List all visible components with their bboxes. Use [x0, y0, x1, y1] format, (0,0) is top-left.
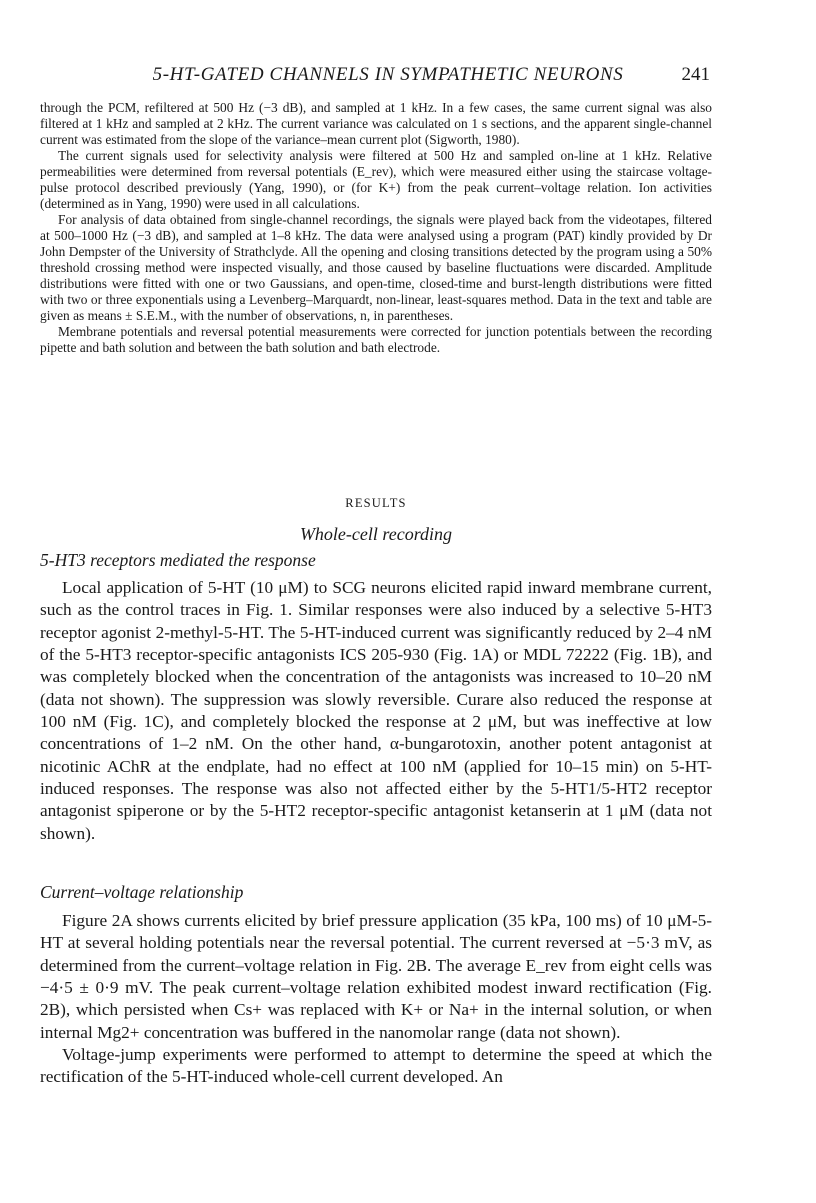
- current-voltage-paragraph-1: Figure 2A shows currents elicited by brief pressure application (35 kPa, 100 ms) of 10 μM-5-HT at several holding potentials near the reversal potential. The current reversed at −5·3 mV, as determined from the current–voltage relation in Fig. 2B. The average E_rev from eight cells was −4·5 ± 0·9 mV. The peak current–voltage relation exhibited modest inward rectification (Fig. 2B), which persisted when Cs+ was replaced with K+ or Na+ in the internal solution, or when internal Mg2+ concentration was buffered in the nanomolar range (data not shown).: [40, 911, 712, 1042]
- methods-paragraph-4: Membrane potentials and reversal potential measurements were corrected for junction potentials between the recording pipette and bath solution and between the bath solution and bath electrode.: [40, 324, 712, 355]
- section-5ht3-body: [40, 577, 712, 845]
- current-voltage-paragraph-2: Voltage-jump experiments were performed to attempt to determine the speed at which the rectification of the 5-HT-induced whole-cell current developed. An: [40, 1045, 712, 1087]
- section-5ht3-paragraph: Local application of 5-HT (10 μM) to SCG neurons elicited rapid inward membrane current, such as the control traces in Fig. 1. Similar responses were also induced by a selective 5-HT3 receptor agonist 2-methyl-5-HT. The 5-HT-induced current was significantly reduced by 2–4 nM of the 5-HT3 receptor-specific antagonists ICS 205-930 (Fig. 1A) or MDL 72222 (Fig. 1B), and was completely blocked when the concentration of the antagonists was increased to 10–20 nM (data not shown). The suppression was slowly reversible. Curare also reduced the response at 100 nM (Fig. 1C), and completely blocked the response at 2 μM, but was ineffective at low concentrations of 1–2 nM. On the other hand, α-bungarotoxin, another potent antagonist at nicotinic AChR at the endplate, had no effect at 100 nM (applied for 10–15 min) on 5-HT-induced responses. The response was also not affected either by the 5-HT1/5-HT2 receptor antagonist spiperone or by the 5-HT2 receptor-specific antagonist ketanserin at 1 μM (data not shown).: [40, 578, 712, 843]
- section-current-voltage-body: [40, 910, 712, 1089]
- section-heading-5ht3: 5-HT3 receptors mediated the response: [40, 550, 316, 570]
- methods-continuation: [40, 100, 712, 356]
- methods-paragraph-2: The current signals used for selectivity analysis were filtered at 500 Hz and sampled on-line at 1 kHz. Relative permeabilities were determined from reversal potentials (E_rev), which were measured either using the staircase voltage-pulse protocol described previously (Yang, 1990), or (for K+) from the peak current–voltage relation. Ion activities (determined as in Yang, 1990) were used in all calculations.: [40, 148, 712, 211]
- page-number: 241: [681, 64, 710, 85]
- methods-paragraph-1: through the PCM, refiltered at 500 Hz (−3 dB), and sampled at 1 kHz. In a few cases, the same current signal was also filtered at 1 kHz and sampled at 2 kHz. The current variance was calculated on 1 s sections, and the apparent single-channel current was estimated from the slope of the variance–mean current plot (Sigworth, 1980).: [40, 100, 712, 147]
- whole-cell-heading: Whole-cell recording: [299, 524, 453, 544]
- section-heading-current-voltage: Current–voltage relationship: [40, 882, 244, 902]
- methods-paragraph-3: For analysis of data obtained from single-channel recordings, the signals were played back from the videotapes, filtered at 500–1000 Hz (−3 dB), and sampled at 1–8 kHz. The data were analysed using a program (PAT) kindly provided by Dr John Dempster of the University of Strathclyde. All the opening and closing transitions detected by the program using a 50% threshold crossing method were inspected visually, and those caused by baseline fluctuations were discarded. Amplitude distributions were fitted with one or two Gaussians, and open-time, closed-time and burst-length distributions were fitted with two or three exponentials using a Levenberg–Marquardt, non-linear, least-squares method. Data in the text and table are given as means ± S.E.M., with the number of observations, n, in parentheses.: [40, 212, 712, 323]
- running-head: [118, 64, 710, 90]
- results-heading: RESULTS: [345, 496, 407, 510]
- running-head-title: 5-HT-GATED CHANNELS IN SYMPATHETIC NEURONS: [152, 64, 624, 85]
